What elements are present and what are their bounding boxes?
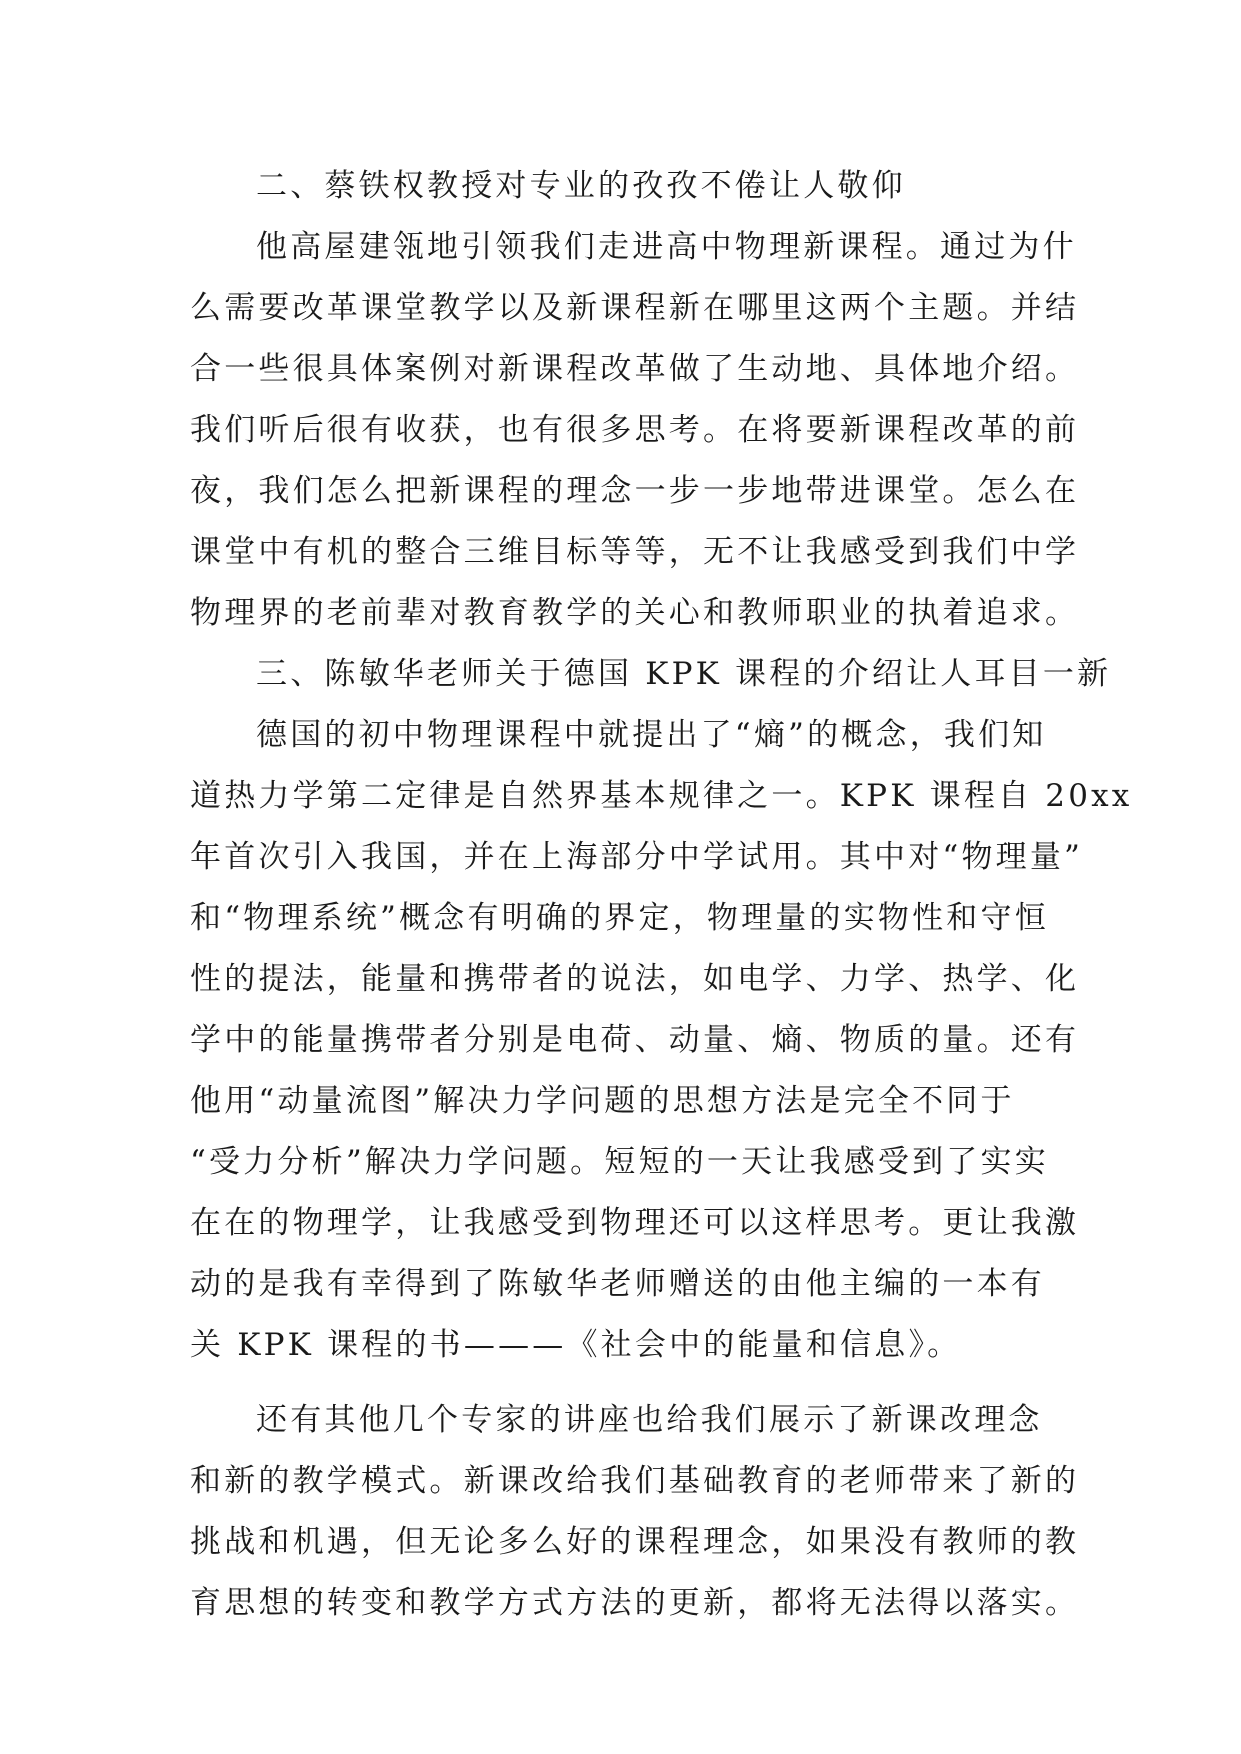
paragraph-line: 和新的教学模式。新课改给我们基础教育的老师带来了新的 — [190, 1463, 1080, 1499]
paragraph-line: 性的提法，能量和携带者的说法，如电学、力学、热学、化 — [190, 961, 1080, 997]
paragraph-line: 我们听后很有收获，也有很多思考。在将要新课程改革的前 — [190, 412, 1080, 448]
paragraph-line: 关 KPK 课程的书———《社会中的能量和信息》。 — [190, 1327, 962, 1363]
section-heading-2: 二、蔡铁权教授对专业的孜孜不倦让人敬仰 — [256, 168, 906, 204]
paragraph-line: 夜，我们怎么把新课程的理念一步一步地带进课堂。怎么在 — [190, 473, 1080, 509]
document-body — [190, 156, 1133, 1634]
paragraph-line: 么需要改革课堂教学以及新课程新在哪里这两个主题。并结 — [190, 290, 1080, 326]
paragraph-line: 还有其他几个专家的讲座也给我们展示了新课改理念 — [256, 1402, 1043, 1438]
paragraph-line: 物理界的老前辈对教育教学的关心和教师职业的执着追求。 — [190, 595, 1080, 631]
paragraph-line: 和“物理系统”概念有明确的界定，物理量的实物性和守恒 — [190, 900, 1049, 936]
section-heading-3: 三、陈敏华老师关于德国 KPK 课程的介绍让人耳目一新 — [256, 656, 1112, 692]
paragraph-line: 他用“动量流图”解决力学问题的思想方法是完全不同于 — [190, 1083, 1015, 1119]
paragraph-line: 育思想的转变和教学方式方法的更新，都将无法得以落实。 — [190, 1585, 1080, 1621]
paragraph-line: 道热力学第二定律是自然界基本规律之一。KPK 课程自 20xx — [190, 778, 1133, 814]
paragraph-line: “受力分析”解决力学问题。短短的一天让我感受到了实实 — [190, 1144, 1049, 1180]
paragraph-line: 学中的能量携带者分别是电荷、动量、熵、物质的量。还有 — [190, 1022, 1080, 1058]
paragraph-line: 挑战和机遇，但无论多么好的课程理念，如果没有教师的教 — [190, 1524, 1080, 1560]
paragraph-line: 德国的初中物理课程中就提出了“熵”的概念，我们知 — [256, 717, 1047, 753]
paragraph-line: 年首次引入我国，并在上海部分中学试用。其中对“物理量” — [190, 839, 1084, 875]
paragraph-line: 合一些很具体案例对新课程改革做了生动地、具体地介绍。 — [190, 351, 1080, 387]
paragraph-line: 他高屋建瓴地引领我们走进高中物理新课程。通过为什 — [256, 229, 1077, 265]
paragraph-spacer — [190, 1376, 1080, 1390]
paragraph-line: 在在的物理学，让我感受到物理还可以这样思考。更让我激 — [190, 1205, 1080, 1241]
paragraph-line: 课堂中有机的整合三维目标等等，无不让我感受到我们中学 — [190, 534, 1080, 570]
paragraph-line: 动的是我有幸得到了陈敏华老师赠送的由他主编的一本有 — [190, 1266, 1045, 1302]
